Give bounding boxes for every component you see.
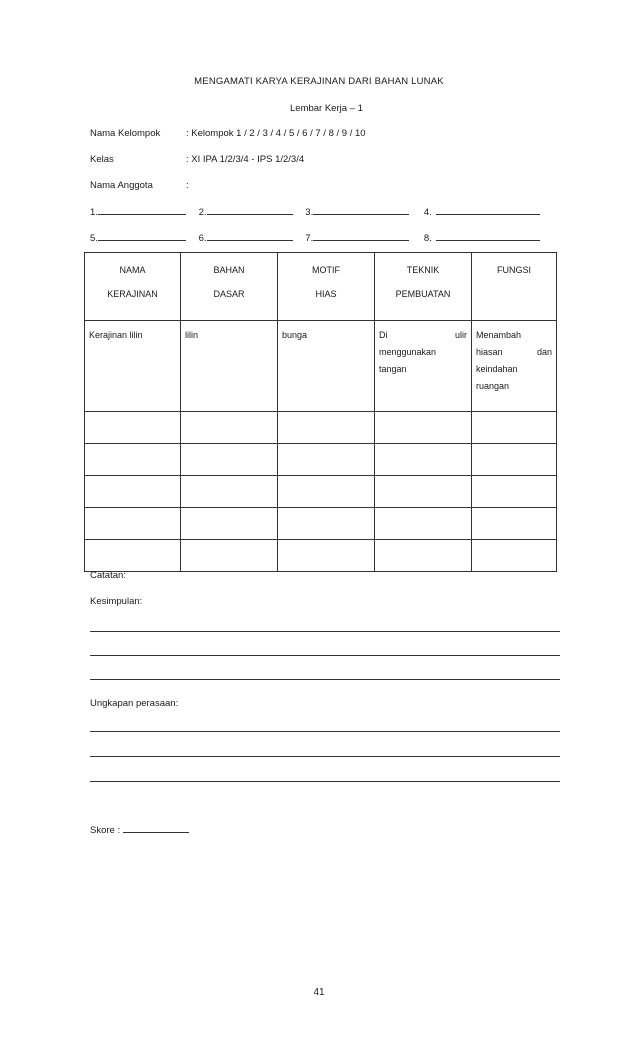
blank-cell[interactable] [85, 540, 181, 572]
member-blank [436, 205, 540, 215]
blank-cell[interactable] [375, 476, 472, 508]
ungkapan-label: Ungkapan perasaan: [90, 698, 179, 709]
cell-teknik: Di ulir menggunakan tangan [375, 321, 472, 412]
blank-cell[interactable] [472, 476, 557, 508]
catatan-label: Catatan: [90, 570, 126, 581]
cell-bahan: lilin [181, 321, 278, 412]
blank-cell[interactable] [85, 476, 181, 508]
blank-cell[interactable] [85, 412, 181, 444]
kelompok-label: Nama Kelompok [90, 128, 161, 139]
blank-cell[interactable] [278, 476, 375, 508]
ungkapan-line[interactable] [90, 781, 560, 782]
member-row-1 [90, 205, 544, 218]
blank-cell[interactable] [472, 444, 557, 476]
blank-cell[interactable] [181, 412, 278, 444]
member-number: 1. [90, 207, 98, 218]
anggota-row [90, 180, 189, 191]
ungkapan-line[interactable] [90, 731, 560, 732]
blank-cell[interactable] [278, 508, 375, 540]
blank-cell[interactable] [472, 412, 557, 444]
member-blank [207, 231, 293, 241]
member-blank [207, 205, 293, 215]
page-title: MENGAMATI KARYA KERAJINAN DARI BAHAN LUNAK [194, 76, 444, 87]
blank-cell[interactable] [375, 412, 472, 444]
member-blank [313, 205, 409, 215]
anggota-label: Nama Anggota [90, 180, 153, 191]
blank-cell[interactable] [278, 412, 375, 444]
blank-cell[interactable] [85, 508, 181, 540]
cell-motif: bunga [278, 321, 375, 412]
blank-cell[interactable] [181, 476, 278, 508]
header-bahan-dasar: BAHAN DASAR [181, 253, 278, 321]
member-number: 6. [198, 233, 207, 244]
member-blank [98, 205, 186, 215]
kesimpulan-label: Kesimpulan: [90, 596, 143, 607]
blank-cell[interactable] [181, 508, 278, 540]
kesimpulan-line[interactable] [90, 655, 560, 656]
anggota-value: : [186, 180, 189, 191]
member-number: 2. [198, 207, 207, 218]
table-row [85, 444, 557, 476]
header-nama-kerajinan: NAMA KERAJINAN [85, 253, 181, 321]
table-header-row [85, 253, 557, 321]
kelas-label: Kelas [90, 154, 114, 165]
blank-cell[interactable] [278, 540, 375, 572]
table-row [85, 508, 557, 540]
ungkapan-line[interactable] [90, 756, 560, 757]
member-number: 7. [305, 233, 314, 244]
blank-cell[interactable] [278, 444, 375, 476]
table-row [85, 321, 557, 412]
header-motif-hias: MOTIF HIAS [278, 253, 375, 321]
blank-cell[interactable] [375, 508, 472, 540]
kelas-row [90, 154, 304, 165]
kesimpulan-line[interactable] [90, 679, 560, 680]
blank-cell[interactable] [375, 540, 472, 572]
blank-cell[interactable] [472, 508, 557, 540]
kelompok-row [90, 128, 366, 139]
table-row [85, 476, 557, 508]
page-number: 41 [313, 987, 325, 998]
cell-fungsi: Menambah hiasan dan keindahan ruangan [472, 321, 557, 412]
skore-row [90, 823, 189, 836]
blank-cell[interactable] [181, 540, 278, 572]
kelompok-value: : Kelompok 1 / 2 / 3 / 4 / 5 / 6 / 7 / 8 / 9 / 10 [186, 128, 366, 139]
worksheet-subtitle: Lembar Kerja – 1 [290, 103, 363, 114]
member-row-2 [90, 231, 544, 244]
member-blank [98, 231, 186, 241]
kesimpulan-line[interactable] [90, 631, 560, 632]
skore-label: Skore : [90, 825, 121, 836]
member-blank [313, 231, 409, 241]
blank-cell[interactable] [181, 444, 278, 476]
blank-cell[interactable] [375, 444, 472, 476]
member-number: 3. [305, 207, 314, 218]
member-blank [436, 231, 540, 241]
header-teknik-pembuatan: TEKNIK PEMBUATAN [375, 253, 472, 321]
cell-nama: Kerajinan lilin [85, 321, 181, 412]
blank-cell[interactable] [472, 540, 557, 572]
member-number: 4. [423, 207, 432, 218]
table-row [85, 540, 557, 572]
header-fungsi: FUNGSI [472, 253, 557, 321]
blank-cell[interactable] [85, 444, 181, 476]
member-number: 5. [90, 233, 98, 244]
kelas-value: : XI IPA 1/2/3/4 - IPS 1/2/3/4 [186, 154, 305, 165]
observation-table [84, 252, 557, 572]
member-number: 8. [423, 233, 432, 244]
skore-blank[interactable] [123, 823, 189, 833]
table-row [85, 412, 557, 444]
